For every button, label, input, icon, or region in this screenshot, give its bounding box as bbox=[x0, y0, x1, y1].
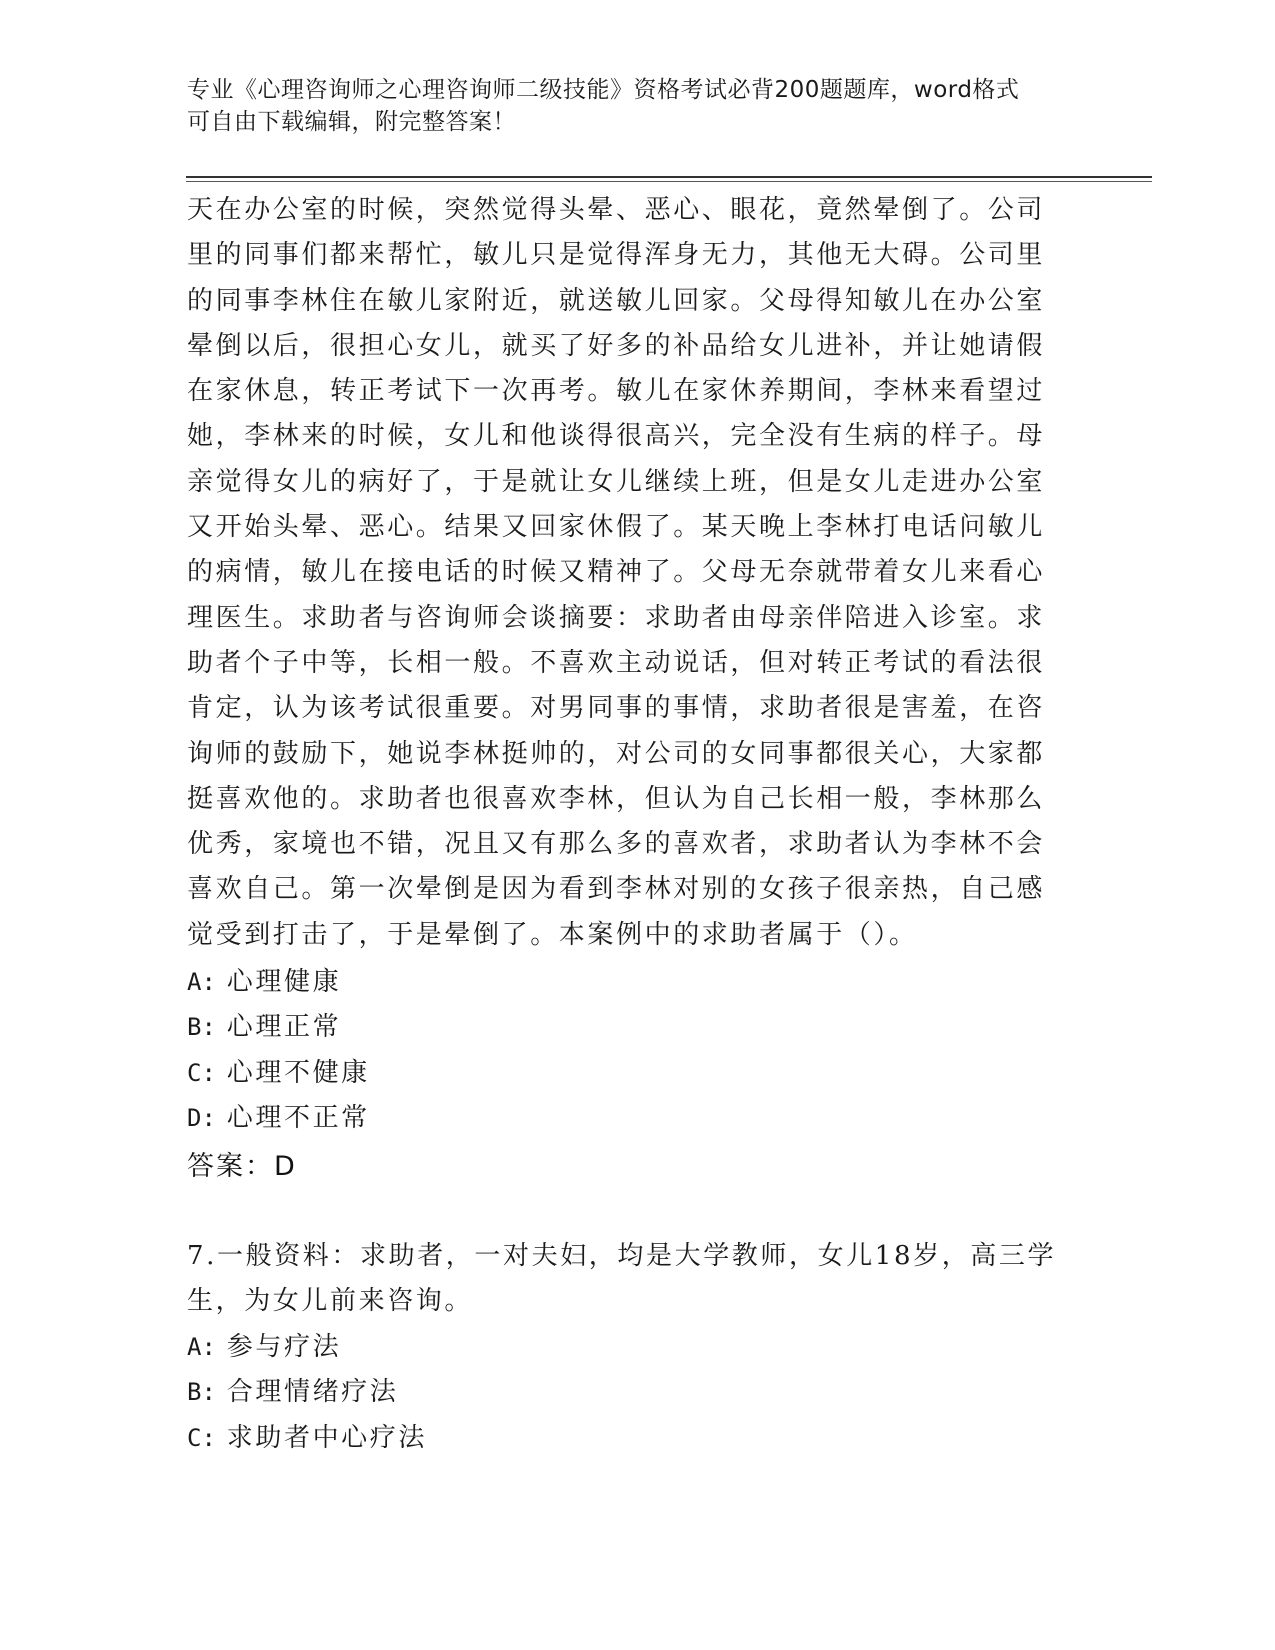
option-text: 心理正常 bbox=[226, 1012, 342, 1043]
question-7 bbox=[187, 1234, 1067, 1325]
option-text: 心理不健康 bbox=[226, 1057, 370, 1088]
passage-line: 肯定，认为该考试很重要。对男同事的事情，求助者很是害羞，在咨 bbox=[187, 693, 1046, 724]
option-text: 心理不正常 bbox=[226, 1102, 370, 1133]
option-letter: C: bbox=[187, 1058, 216, 1087]
option-b bbox=[187, 1370, 1067, 1415]
option-c bbox=[187, 1051, 1067, 1096]
question-7-line: 生，为女儿前来咨询。 bbox=[187, 1286, 474, 1317]
header-title-line-2: 可自由下载编辑，附完整答案！ bbox=[187, 109, 516, 135]
passage-line: 觉受到打击了，于是晕倒了。本案例中的求助者属于（）。 bbox=[187, 919, 918, 950]
passage-line: 挺喜欢他的。求助者也很喜欢李林，但认为自己长相一般，李林那么 bbox=[187, 783, 1046, 814]
passage-line: 又开始头晕、恶心。结果又回家休假了。某天晚上李林打电话问敏儿 bbox=[187, 512, 1046, 543]
option-text: 求助者中心疗法 bbox=[226, 1422, 427, 1453]
passage-line: 她，李林来的时候，女儿和他谈得很高兴，完全没有生病的样子。母 bbox=[187, 421, 1046, 452]
passage-line: 优秀，家境也不错，况且又有那么多的喜欢者，求助者认为李林不会 bbox=[187, 829, 1046, 860]
passage-line: 晕倒以后，很担心女儿，就买了好多的补品给女儿进补，并让她请假 bbox=[187, 330, 1046, 361]
option-d bbox=[187, 1096, 1067, 1141]
question-7-line: 7.一般资料：求助者，一对夫妇，均是大学教师，女儿18岁，高三学 bbox=[187, 1241, 1057, 1271]
option-text: 合理情绪疗法 bbox=[226, 1377, 399, 1408]
passage-line: 询师的鼓励下，她说李林挺帅的，对公司的女同事都很关心，大家都 bbox=[187, 738, 1046, 769]
passage-line: 里的同事们都来帮忙，敏儿只是觉得浑身无力，其他无大碍。公司里 bbox=[187, 240, 1046, 271]
header-divider-thin bbox=[186, 181, 1152, 182]
option-c bbox=[187, 1416, 1067, 1461]
option-b bbox=[187, 1005, 1067, 1050]
option-letter: A: bbox=[187, 968, 216, 996]
passage-line: 的同事李林住在敏儿家附近，就送敏儿回家。父母得知敏儿在办公室 bbox=[187, 285, 1046, 316]
passage-line: 喜欢自己。第一次晕倒是因为看到李林对别的女孩子很亲热，自己感 bbox=[187, 874, 1046, 905]
passage-line: 在家休息，转正考试下一次再考。敏儿在家休养期间，李林来看望过 bbox=[187, 376, 1046, 407]
option-text: 心理健康 bbox=[226, 967, 342, 997]
option-letter: D: bbox=[187, 1103, 216, 1132]
question-6-answer: 答案：D bbox=[187, 1151, 297, 1182]
header-divider-thick bbox=[186, 176, 1152, 178]
option-letter: C: bbox=[187, 1423, 216, 1452]
option-letter: A: bbox=[187, 1333, 216, 1361]
passage-line: 亲觉得女儿的病好了，于是就让女儿继续上班，但是女儿走进办公室 bbox=[187, 466, 1046, 497]
option-a bbox=[187, 1325, 1067, 1370]
option-text: 参与疗法 bbox=[226, 1332, 342, 1362]
question-6-options bbox=[187, 960, 1067, 1141]
document-header bbox=[187, 74, 1067, 138]
option-a bbox=[187, 960, 1067, 1005]
option-letter: B: bbox=[187, 1378, 216, 1407]
passage-line: 助者个子中等，长相一般。不喜欢主动说话，但对转正考试的看法很 bbox=[187, 647, 1046, 678]
header-title-line-1: 专业《心理咨询师之心理咨询师二级技能》资格考试必背200题题库，word格式 bbox=[187, 77, 1020, 103]
question-7-options bbox=[187, 1325, 1067, 1461]
passage-line: 天在办公室的时候，突然觉得头晕、恶心、眼花，竟然晕倒了。公司 bbox=[187, 195, 1046, 225]
question-6-passage bbox=[187, 188, 1067, 958]
passage-line: 的病情，敏儿在接电话的时候又精神了。父母无奈就带着女儿来看心 bbox=[187, 557, 1046, 588]
passage-line: 理医生。求助者与咨询师会谈摘要：求助者由母亲伴陪进入诊室。求 bbox=[187, 602, 1046, 633]
option-letter: B: bbox=[187, 1013, 216, 1042]
